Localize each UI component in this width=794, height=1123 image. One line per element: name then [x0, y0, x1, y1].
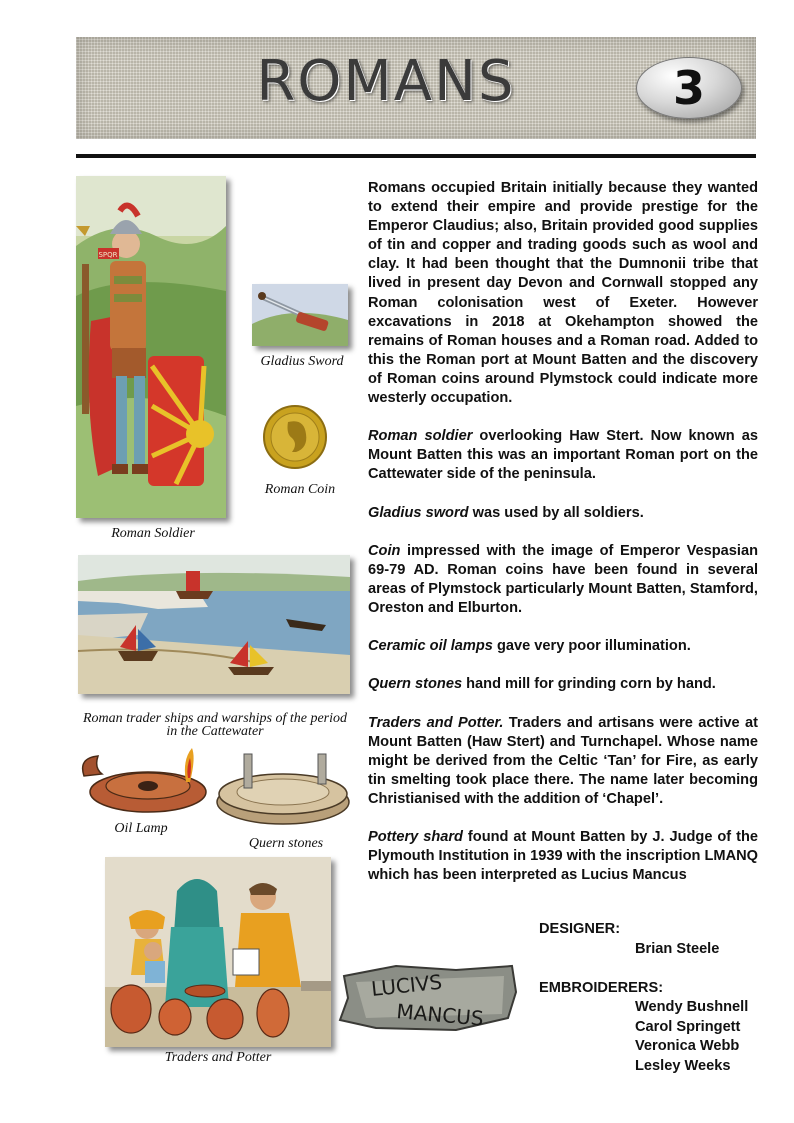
shard-line2: MANCUS	[395, 999, 485, 1031]
shard-line1: LUCIVS	[370, 969, 444, 1001]
title-banner	[76, 37, 756, 139]
traders-text: Traders and artisans were active at Mount Batten (Haw Stert) and Turnchapel. Whose name might be derived from the Celtic ‘Tan’ for Fire, as early tin smelting took place there. The name later becoming Christianised with the addition of ‘Chapel’.	[368, 714, 758, 807]
quern-caption: Quern stones	[248, 836, 324, 851]
header-divider	[76, 154, 756, 158]
soldier-term: Roman soldier	[368, 428, 473, 445]
traders-potter-image	[105, 857, 331, 1047]
cattewater-ships-image	[78, 555, 350, 694]
traders-paragraph	[368, 714, 758, 809]
coin-paragraph	[368, 542, 758, 618]
traders-caption: Traders and Potter	[164, 1050, 272, 1065]
embroiderer-name: Lesley Weeks	[635, 1057, 731, 1074]
shard-text: found at Mount Batten by J. Judge of the Plymouth Institution in 1939 with the inscription LMANQ which has been interpreted as Lucius Mancus	[368, 829, 758, 884]
soldier-caption: Roman Soldier	[111, 526, 195, 541]
main-article	[368, 179, 758, 885]
embroiderer-name: Veronica Webb	[635, 1038, 740, 1054]
gladius-sword-image	[252, 284, 348, 346]
lamps-paragraph	[368, 637, 758, 656]
sword-paragraph	[368, 504, 758, 523]
designer-label: DESIGNER:	[539, 921, 621, 937]
embroiderers-label: EMBROIDERERS:	[539, 979, 664, 996]
quern-text: hand mill for grinding corn by hand.	[462, 676, 716, 693]
roman-soldier-image	[76, 176, 226, 518]
shard-term: Pottery shard	[368, 829, 463, 846]
soldier-paragraph	[368, 427, 758, 484]
quern-paragraph	[368, 675, 758, 694]
credits-block	[539, 920, 769, 1076]
lamp-caption: Oil Lamp	[114, 821, 168, 836]
pottery-shard-image	[336, 962, 520, 1034]
traders-term: Traders and Potter.	[368, 714, 504, 731]
designer-name: Brian Steele	[635, 940, 720, 957]
standard-label: SPQR	[98, 251, 118, 259]
credits-spacer	[539, 959, 769, 979]
sword-caption: Gladius Sword	[260, 354, 344, 369]
soldier-text: overlooking Haw Stert. Now known as Mount Batten this was an important Roman port on the Cattewater side of the peninsula.	[368, 428, 758, 483]
sword-term: Gladius sword	[368, 504, 469, 521]
coin-text: impressed with the image of Emperor Vespasian 69-79 AD. Roman coins have been found in several areas of Plymstock particularly Mount Batten, Stamford, Oreston and Elburton.	[368, 542, 758, 617]
page-title: ROMANS	[256, 49, 516, 114]
oil-lamp-image	[78, 748, 208, 818]
quern-stones-image	[214, 748, 352, 828]
lamps-term: Ceramic oil lamps	[368, 638, 493, 655]
shard-paragraph	[368, 828, 758, 885]
embroiderer-name: Wendy Bushnell	[635, 999, 749, 1015]
chapter-number-badge: 3	[636, 57, 742, 119]
lamps-text: gave very poor illumination.	[492, 638, 691, 655]
quern-term: Quern stones	[368, 676, 463, 693]
sword-text: was used by all soldiers.	[468, 504, 644, 521]
embroiderer-name: Carol Springett	[635, 1018, 741, 1035]
roman-coin-image	[262, 404, 328, 470]
intro-paragraph: Romans occupied Britain initially because they wanted to extend their empire and provide prestige for the Emperor Claudius; also, Britain provided good supplies of tin and copper and trading goods such as wool and clay. It had been thought that the Dumnonii tribe that lived in present day Devon and Cornwall stopped any Roman colonisation west of Exeter. However excavations in 2018 at Okehampton showed the remains of Roman houses and a Roman road. Added to this the Roman port at Mount Batten and the discovery of Roman coins around Plymstock could indicate more westerly occupation.	[368, 180, 758, 407]
coin-term: Coin	[368, 542, 401, 559]
ships-caption: Roman trader ships and warships of the period in the Cattewater	[82, 711, 348, 739]
coin-caption: Roman Coin	[264, 482, 336, 497]
